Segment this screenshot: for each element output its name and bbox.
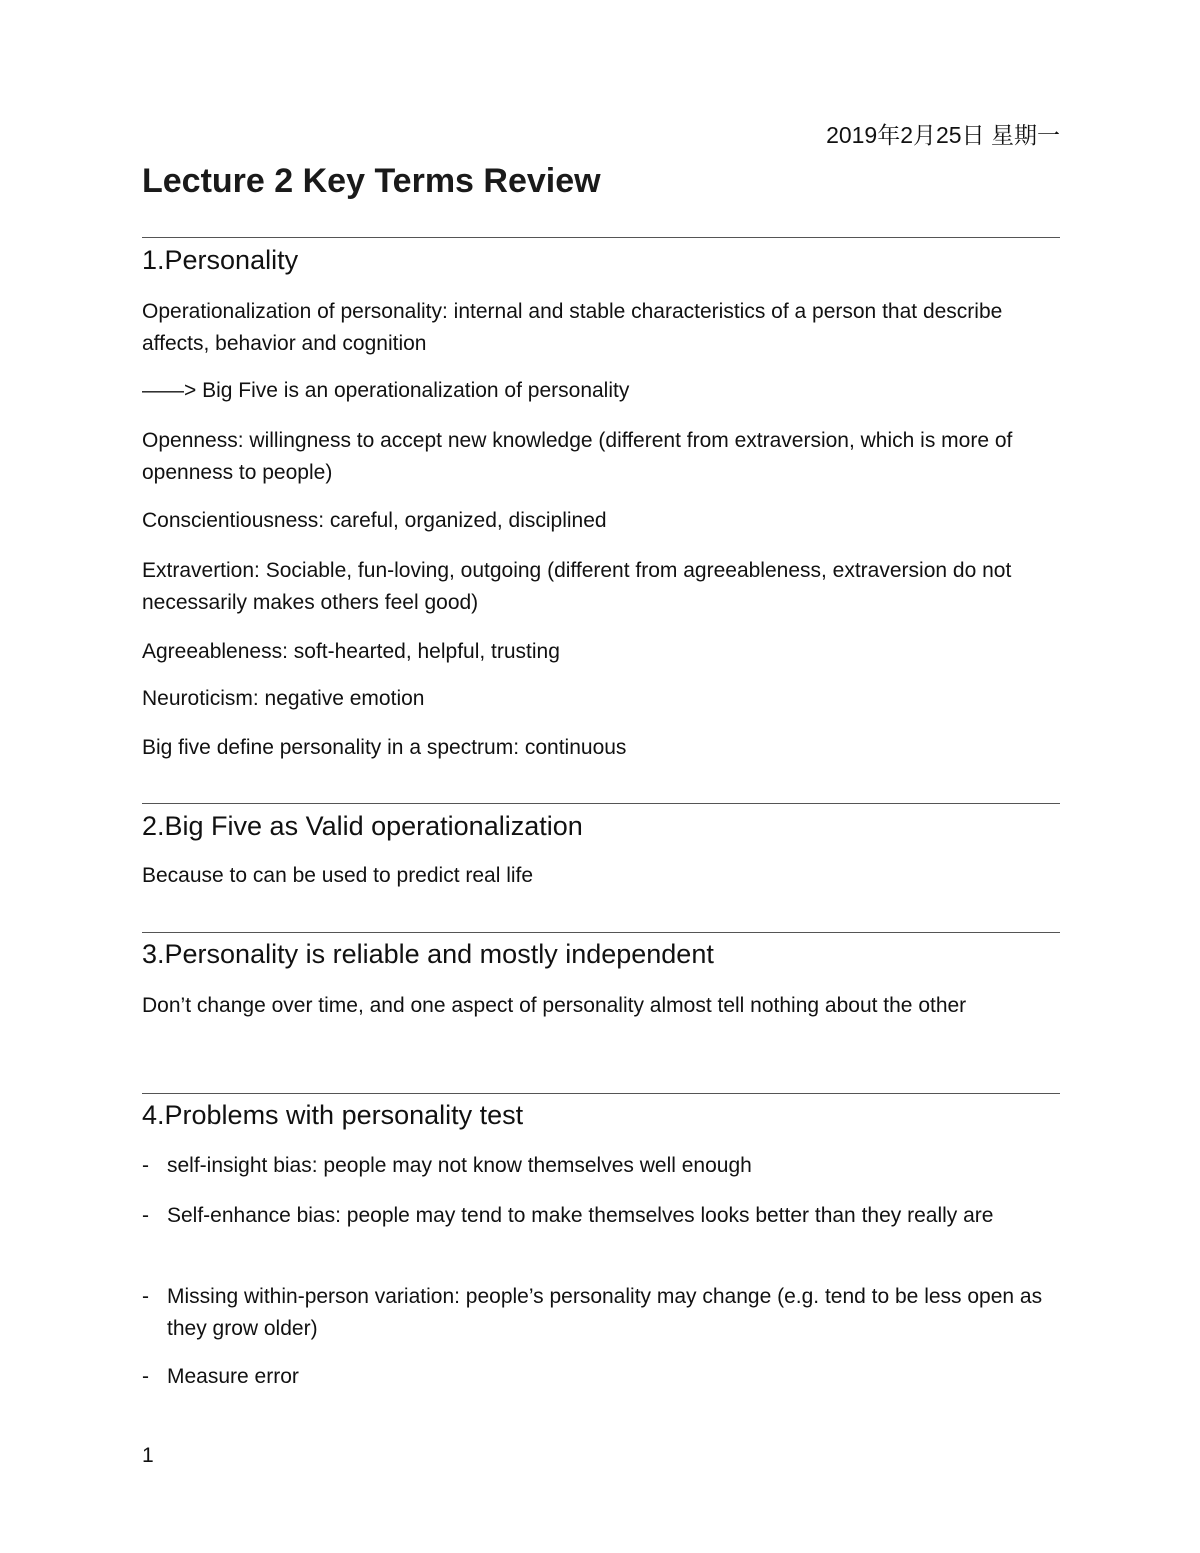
list-item	[142, 1281, 1060, 1345]
section-heading-big-five-valid: 2.Big Five as Valid operationalization	[142, 811, 583, 841]
paragraph-agreeableness: Agreeableness: soft-hearted, helpful, trusting	[142, 640, 560, 663]
paragraph-neuroticism: Neuroticism: negative emotion	[142, 687, 425, 710]
document-date: 2019年2月25日 星期一	[826, 122, 1060, 148]
paragraph-big-five-arrow: ——> Big Five is an operationalization of personality	[142, 379, 630, 402]
section-heading-personality: 1.Personality	[142, 245, 299, 275]
section-heading-reliable: 3.Personality is reliable and mostly independent	[142, 939, 714, 969]
bullet-marker: -	[142, 1365, 149, 1388]
list-item-text: self-insight bias: people may not know themselves well enough	[167, 1154, 752, 1177]
list-item	[142, 1150, 1060, 1182]
list-item-text: Missing within-person variation: people’s personality may change (e.g. tend to be less open as they grow older)	[167, 1285, 1043, 1340]
bullet-marker: -	[142, 1154, 149, 1177]
section-divider	[142, 932, 1060, 933]
paragraph-predict-real-life: Because to can be used to predict real life	[142, 864, 534, 887]
paragraph-extravertion: Extravertion: Sociable, fun-loving, outgoing (different from agreeableness, extraversion do not necessarily makes others feel good)	[142, 559, 1012, 614]
section-divider	[142, 1093, 1060, 1094]
bullet-marker: -	[142, 1285, 149, 1308]
list-item-text: Self-enhance bias: people may tend to make themselves looks better than they really are	[167, 1204, 994, 1227]
bullet-marker: -	[142, 1204, 149, 1227]
paragraph-reliable-detail: Don’t change over time, and one aspect of personality almost tell nothing about the other	[142, 994, 967, 1017]
list-item	[142, 1361, 1060, 1393]
list-item-text: Measure error	[167, 1365, 299, 1388]
paragraph-conscientiousness: Conscientiousness: careful, organized, disciplined	[142, 509, 607, 532]
paragraph-operationalization: Operationalization of personality: internal and stable characteristics of a person that describe affects, behavior and cognition	[142, 300, 1003, 355]
section-heading-problems: 4.Problems with personality test	[142, 1100, 524, 1130]
paragraph-openness: Openness: willingness to accept new knowledge (different from extraversion, which is more of openness to people)	[142, 429, 1013, 484]
document-title: Lecture 2 Key Terms Review	[142, 162, 601, 200]
section-divider	[142, 237, 1060, 238]
section-divider	[142, 803, 1060, 804]
page-number: 1	[142, 1444, 154, 1467]
list-item	[142, 1200, 1060, 1232]
paragraph-spectrum: Big five define personality in a spectrum: continuous	[142, 736, 627, 759]
